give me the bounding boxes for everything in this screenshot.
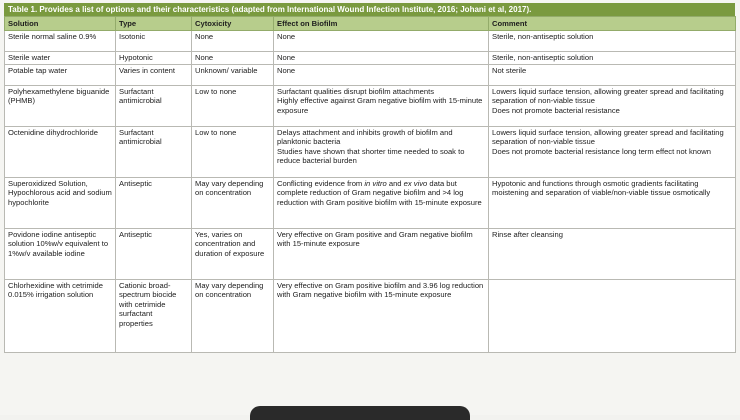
cell-effect: Very effective on Gram positive and Gram negative biofilm with 15-minute exposure <box>274 228 489 279</box>
cell-comment: Hypotonic and functions through osmotic gradients facilitating moistening and separation of viable/non-viable tissue osmotically <box>489 177 736 228</box>
header-type: Type <box>116 17 192 31</box>
cell-effect <box>274 85 489 126</box>
cell-cytoxicity: Unknown/ variable <box>192 64 274 85</box>
cell-solution: Sterile water <box>5 52 116 65</box>
effect-line: Delays attachment and inhibits growth of biofilm and planktonic bacteria <box>277 127 453 147</box>
cell-effect: None <box>274 31 489 52</box>
effect-italic: in vitro <box>364 178 387 188</box>
cell-type: Isotonic <box>116 31 192 52</box>
cell-comment <box>489 126 736 177</box>
comment-line: Does not promote bacterial resistance long term effect not known <box>492 146 711 156</box>
cell-comment: Rinse after cleansing <box>489 228 736 279</box>
cell-type: Surfactant antimicrobial <box>116 85 192 126</box>
cell-solution: Octenidine dihydrochloride <box>5 126 116 177</box>
cell-effect <box>274 177 489 228</box>
cell-comment: Sterile, non-antiseptic solution <box>489 52 736 65</box>
cell-cytoxicity: Yes, varies on concentration and duration of exposure <box>192 228 274 279</box>
cell-solution: Polyhexamethylene biguanide (PHMB) <box>5 85 116 126</box>
comment-line: Does not promote bacterial resistance <box>492 105 620 115</box>
cell-solution: Povidone iodine antiseptic solution 10%w/v equivalent to 1%w/v available iodine <box>5 228 116 279</box>
table-caption: Table 1. Provides a list of options and their characteristics (adapted from International Wound Infection Institute, 2016; Johani et al, 2017). <box>4 3 735 16</box>
cell-cytoxicity: Low to none <box>192 126 274 177</box>
cell-solution: Potable tap water <box>5 64 116 85</box>
table-row <box>5 228 736 279</box>
table-row <box>5 64 736 85</box>
cell-effect: None <box>274 52 489 65</box>
cell-type: Hypotonic <box>116 52 192 65</box>
cell-solution: Superoxidized Solution, Hypochlorous acid and sodium hypochlorite <box>5 177 116 228</box>
effect-line: Highly effective against Gram negative biofilm with 15-minute exposure <box>277 96 483 115</box>
header-solution: Solution <box>5 17 116 31</box>
cell-type: Surfactant antimicrobial <box>116 126 192 177</box>
cell-type: Antiseptic <box>116 228 192 279</box>
options-table <box>4 16 736 353</box>
effect-line: Surfactant qualities disrupt biofilm attachments <box>277 86 435 96</box>
table-row <box>5 52 736 65</box>
cell-comment <box>489 279 736 352</box>
header-cytoxicity: Cytoxicity <box>192 17 274 31</box>
table-row <box>5 126 736 177</box>
cell-comment <box>489 85 736 126</box>
cell-effect <box>274 126 489 177</box>
effect-line: Studies have shown that shorter time needed to soak to reduce bacterial burden <box>277 146 465 166</box>
cell-type: Cationic broad-spectrum biocide with cetrimide surfactant properties <box>116 279 192 352</box>
cell-type: Antiseptic <box>116 177 192 228</box>
table-row <box>5 177 736 228</box>
cell-cytoxicity: Low to none <box>192 85 274 126</box>
effect-italic: ex vivo <box>403 178 428 188</box>
header-effect: Effect on Biofilm <box>274 17 489 31</box>
comment-line: Lowers liquid surface tension, allowing greater spread and facilitating separation of non-viable tissue <box>492 86 724 106</box>
cell-solution: Chlorhexidine with cetrimide 0.015% irrigation solution <box>5 279 116 352</box>
table-row <box>5 31 736 52</box>
cell-effect: Very effective on Gram positive biofilm and 3.96 log reduction with Gram negative biofilm with 15-minute exposure <box>274 279 489 352</box>
cell-cytoxicity: May vary depending on concentration <box>192 177 274 228</box>
header-row <box>5 17 736 31</box>
cell-comment: Not sterile <box>489 64 736 85</box>
cell-comment: Sterile, non-antiseptic solution <box>489 31 736 52</box>
comment-line: Lowers liquid surface tension, allowing greater spread and facilitating separation of non-viable tissue <box>492 127 724 147</box>
effect-text: Conflicting evidence from <box>277 178 365 188</box>
effect-text: and <box>386 178 404 188</box>
cell-effect: None <box>274 64 489 85</box>
header-comment: Comment <box>489 17 736 31</box>
table-row <box>5 279 736 352</box>
effect-text: data but complete reduction of Gram negative biofilm and >4 log reduction with Gram positive biofilm with 15-minute exposure <box>277 178 482 207</box>
cell-cytoxicity: May vary depending on concentration <box>192 279 274 352</box>
cell-cytoxicity: None <box>192 52 274 65</box>
cell-type: Varies in content <box>116 64 192 85</box>
cell-cytoxicity: None <box>192 31 274 52</box>
cell-solution: Sterile normal saline 0.9% <box>5 31 116 52</box>
table-row <box>5 85 736 126</box>
bottom-overlay <box>250 406 470 420</box>
